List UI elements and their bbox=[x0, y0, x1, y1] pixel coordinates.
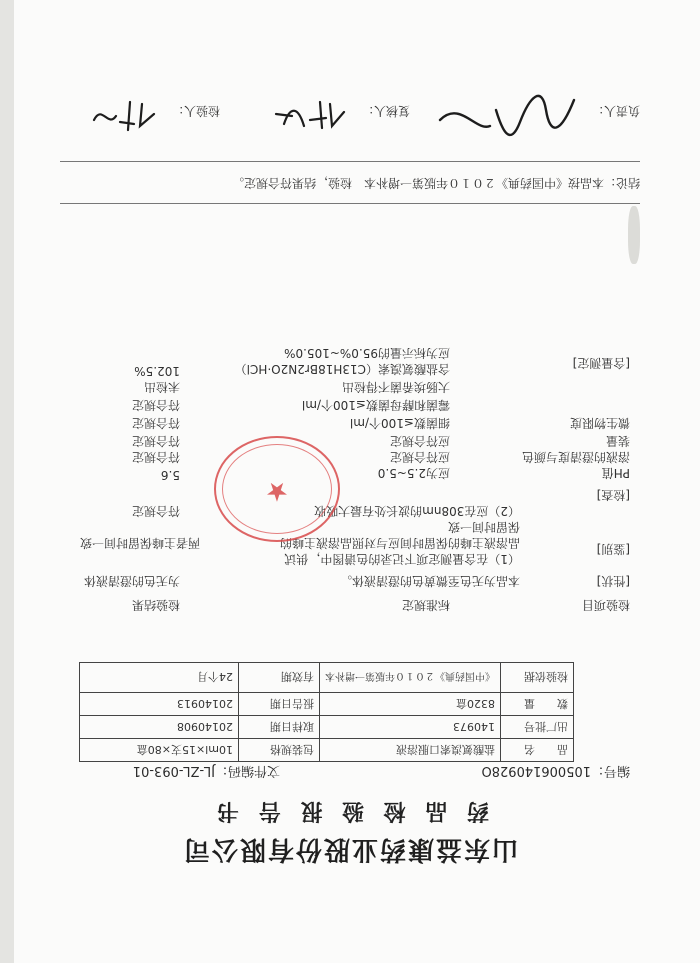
report-number-label: 编号： bbox=[590, 763, 630, 778]
table-row bbox=[80, 739, 574, 762]
file-code-label: 文件编码： bbox=[214, 763, 280, 778]
reviewer-label: 复核人： bbox=[361, 104, 410, 118]
report-title: 药 品 检 验 报 告 书 bbox=[211, 798, 489, 824]
section-assay: [含量测定] bbox=[572, 356, 630, 370]
microbe-result-1: 符合规定 bbox=[131, 416, 180, 430]
clarity-label: 溶液的澄清度与颜色 bbox=[521, 450, 630, 464]
file-code bbox=[133, 763, 280, 782]
section-identify: [鉴别] bbox=[596, 542, 630, 556]
character-result: 为无色的澄清液体 bbox=[83, 574, 180, 588]
report-number-value: 105006140928O bbox=[481, 763, 591, 778]
microbe-standard-2: 霉菌和酵母菌数≤100个/ml bbox=[301, 398, 450, 412]
section-character: [性状] bbox=[596, 574, 630, 588]
clarity-standard: 应符合规定 bbox=[389, 450, 450, 464]
table-row bbox=[80, 693, 574, 716]
column-result: 检验结果 bbox=[131, 598, 180, 612]
identify-standard-2: 品溶液主峰的保留时间应与对照品溶液主峰的 bbox=[279, 536, 520, 550]
clarity-result: 符合规定 bbox=[131, 450, 180, 464]
volume-standard: 应符合规定 bbox=[389, 434, 450, 448]
identify-standard-4: （2）应在308nm的波长处有最大吸收 bbox=[314, 504, 520, 518]
basis-label: 检验依据 bbox=[501, 663, 574, 693]
sample-date-label: 取样日期 bbox=[239, 716, 320, 739]
validity-value: 24个月 bbox=[80, 663, 239, 693]
company-seal bbox=[214, 436, 340, 542]
info-table bbox=[79, 662, 574, 762]
report-date-value: 20140913 bbox=[80, 693, 239, 716]
validity-label: 有效期 bbox=[239, 663, 320, 693]
inspector-signature bbox=[90, 98, 160, 134]
conclusion-text: 结论：本品按《中国药典》２０１０年版第一增补本 检验，结果符合规定。 bbox=[231, 176, 640, 190]
volume-result: 符合规定 bbox=[131, 434, 180, 448]
ph-standard: 应为2.5~5.0 bbox=[377, 466, 450, 480]
quantity-value: 8320盒 bbox=[320, 693, 501, 716]
assay-standard-2: 应为标示量的95.0%~105.0% bbox=[284, 346, 450, 360]
sample-date-value: 20140908 bbox=[80, 716, 239, 739]
microbe-result-3: 未检出 bbox=[143, 380, 180, 394]
product-label: 品 名 bbox=[501, 739, 574, 762]
seal-star-icon: ★ bbox=[265, 476, 289, 506]
column-item: 检验项目 bbox=[581, 598, 630, 612]
assay-result: 102.5% bbox=[134, 364, 180, 378]
report-number bbox=[482, 763, 631, 782]
column-standard: 标准规定 bbox=[401, 598, 450, 612]
owner-signature bbox=[430, 90, 580, 140]
microbe-result-2: 符合规定 bbox=[131, 398, 180, 412]
microbe-standard-3: 大肠埃希菌不得检出 bbox=[341, 380, 450, 394]
owner-label: 负责人： bbox=[591, 104, 640, 118]
volume-label: 装量 bbox=[605, 434, 630, 448]
table-row bbox=[80, 663, 574, 693]
reviewer-signature bbox=[270, 96, 350, 136]
identify-standard-3: 保留时间一致 bbox=[447, 520, 520, 534]
report-date-label: 报告日期 bbox=[239, 693, 320, 716]
spec-label: 包装规格 bbox=[239, 739, 320, 762]
identify-result-2: 符合规定 bbox=[131, 504, 180, 518]
batch-label: 出厂批号 bbox=[501, 716, 574, 739]
spec-value: 10ml×15支×80盒 bbox=[80, 739, 239, 762]
product-value: 盐酸氨溴索口服溶液 bbox=[320, 739, 501, 762]
microbe-standard-1: 细菌数≤100个/ml bbox=[349, 416, 450, 430]
file-code-value: JL-ZL-093-01 bbox=[132, 763, 215, 778]
ph-label: PH值 bbox=[601, 466, 630, 480]
assay-standard-1: 含盐酸氨溴索（C13H18Br2N2O·HCl） bbox=[234, 362, 450, 376]
identify-standard-1: （1）在含量测定项下记录的色谱图中，供试 bbox=[284, 552, 520, 566]
character-standard: 本品为无色至微黄色的澄清液体。 bbox=[339, 574, 520, 588]
table-row bbox=[80, 716, 574, 739]
ph-result: 5.6 bbox=[160, 468, 180, 482]
identify-result: 两者主峰保留时间一致 bbox=[79, 536, 200, 550]
inspector-label: 检验人： bbox=[171, 104, 220, 118]
conclusion-divider bbox=[60, 203, 640, 204]
batch-value: 140973 bbox=[320, 716, 501, 739]
quantity-label: 数 量 bbox=[501, 693, 574, 716]
company-name: 山东益康药业股份有限公司 bbox=[182, 834, 519, 864]
microbe-label: 微生物限度 bbox=[569, 416, 630, 430]
basis-value: 《中国药典》２０１０年版第一增补本 bbox=[320, 663, 501, 693]
section-check: [检查] bbox=[596, 488, 630, 502]
signature-divider bbox=[60, 161, 640, 162]
